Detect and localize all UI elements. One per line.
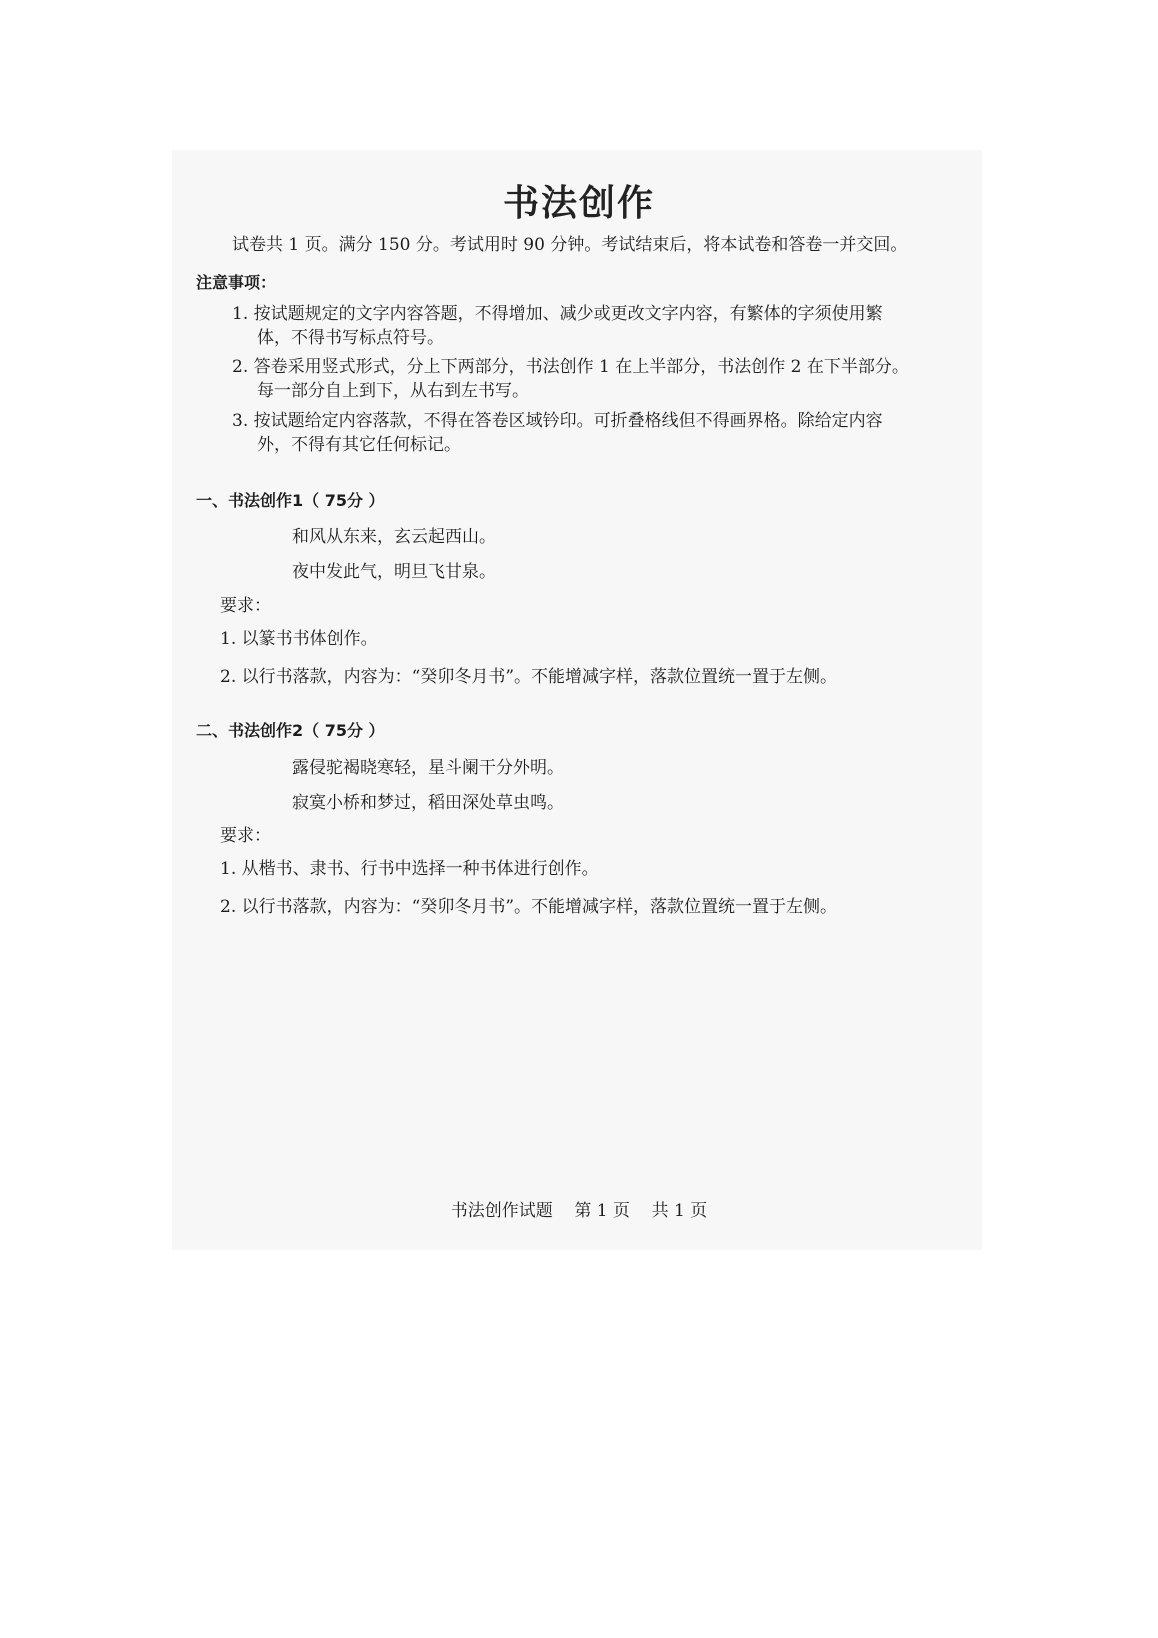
exam-intro: 试卷共 1 页。满分 150 分。考试用时 90 分钟。考试结束后，将本试卷和答卷一并交回。 [232, 235, 908, 255]
section-1-requirement-2: 2. 以行书落款，内容为：“癸卯冬月书”。不能增减字样，落款位置统一置于左侧。 [220, 667, 838, 687]
note-item-3-line-2: 外，不得有其它任何标记。 [257, 435, 461, 455]
note-item-1-line-2: 体，不得书写标点符号。 [257, 328, 444, 348]
section-1-poem-line-2: 夜中发此气，明旦飞甘泉。 [292, 562, 496, 582]
page-footer: 书法创作试题 第 1 页 共 1 页 [450, 1201, 708, 1221]
section-1-heading: 一、书法创作1（ 75分 ） [196, 491, 385, 510]
note-item-2-line-1: 2. 答卷采用竖式形式，分上下两部分，书法创作 1 在上半部分，书法创作 2 在下半部分。 [232, 357, 909, 377]
section-1-requirements-heading: 要求： [220, 596, 271, 616]
section-2-poem-line-2: 寂寞小桥和梦过，稻田深处草虫鸣。 [292, 793, 564, 813]
notes-heading: 注意事项： [196, 273, 277, 292]
note-item-1-line-1: 1. 按试题规定的文字内容答题，不得增加、减少或更改文字内容，有繁体的字须使用繁 [232, 304, 883, 324]
section-2-requirement-2: 2. 以行书落款，内容为：“癸卯冬月书”。不能增减字样，落款位置统一置于左侧。 [220, 897, 838, 917]
section-1-requirement-1: 1. 以篆书书体创作。 [220, 629, 378, 649]
section-2-heading: 二、书法创作2（ 75分 ） [196, 721, 385, 740]
section-1-poem-line-1: 和风从东来，玄云起西山。 [292, 527, 496, 547]
page-title: 书法创作 [502, 183, 655, 224]
note-item-2-line-2: 每一部分自上到下，从右到左书写。 [257, 381, 529, 401]
section-2-requirement-1: 1. 从楷书、隶书、行书中选择一种书体进行创作。 [220, 859, 599, 879]
section-2-requirements-heading: 要求： [220, 826, 271, 846]
note-item-3-line-1: 3. 按试题给定内容落款，不得在答卷区域钤印。可折叠格线但不得画界格。除给定内容 [232, 411, 883, 431]
section-2-poem-line-1: 露侵驼褐晓寒轻，星斗阑干分外明。 [292, 758, 564, 778]
